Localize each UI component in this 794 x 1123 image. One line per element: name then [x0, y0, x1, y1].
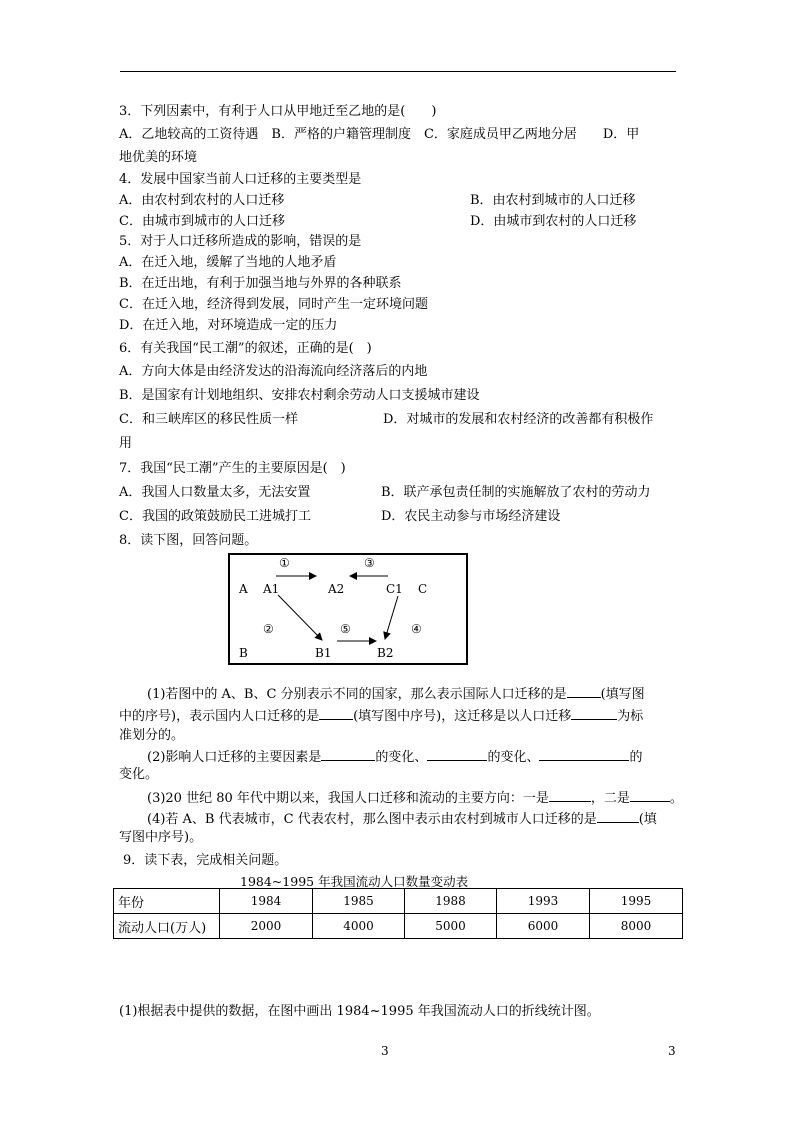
table-cell: 1984: [220, 889, 313, 914]
answer-blank[interactable]: [597, 809, 639, 823]
q8-part4-line1: (4)若 A、B 代表城市，C 代表农村，那么图中表示由农村到城市人口迁移的是 (填: [147, 809, 657, 828]
q8-part4-line2: 写图中序号)。: [119, 830, 203, 845]
label-B2: B2: [377, 646, 394, 660]
answer-blank[interactable]: [321, 747, 375, 761]
migration-diagram: [228, 553, 468, 665]
q5-stem: 5．对于人口迁移所造成的影响，错误的是: [119, 234, 362, 249]
table-title: 1984~1995 年我国流动人口数量变动表: [240, 874, 469, 889]
flow-population-table: [113, 888, 683, 939]
q9-stem: 9．读下表，完成相关问题。: [123, 853, 288, 868]
label-C1: C1: [386, 582, 403, 596]
q6-option-c: C．和三峡库区的移民性质一样: [119, 412, 298, 427]
label-circle-3: ③: [364, 556, 375, 570]
table-row: [114, 889, 683, 914]
q7-option-c: C．我国的政策鼓励民工进城打工: [119, 509, 311, 524]
label-B1: B1: [315, 646, 332, 660]
q8-part1-line3: 准划分的。: [119, 728, 185, 743]
arrow-2: [278, 595, 322, 640]
q8-stem: 8．读下图，回答问题。: [119, 533, 258, 548]
answer-blank[interactable]: [427, 747, 487, 761]
q6-option-d-cont: 用: [119, 436, 133, 451]
q5-option-c: C．在迁入地，经济得到发展，同时产生一定环境问题: [119, 297, 428, 312]
answer-blank[interactable]: [567, 684, 601, 698]
answer-blank[interactable]: [549, 788, 591, 802]
q5-option-d: D．在迁入地，对环境造成一定的压力: [119, 318, 338, 333]
q9-part1: (1)根据表中提供的数据，在图中画出 1984~1995 年我国流动人口的折线统计图。: [119, 1004, 600, 1019]
q8-part2-line1: (2)影响人口迁移的主要因素是 的变化、 的变化、 的: [147, 747, 642, 766]
migration-arrows: [230, 555, 470, 667]
q7-option-a: A．我国人口数量太多，无法安置: [119, 485, 311, 500]
label-circle-1: ①: [279, 556, 290, 570]
arrow-4: [385, 596, 398, 639]
label-circle-4: ④: [411, 622, 422, 636]
q7-option-b: B．联产承包责任制的实施解放了农村的劳动力: [381, 485, 651, 500]
q4-option-a: A．由农村到农村的人口迁移: [119, 193, 285, 208]
table-cell: 4000: [313, 914, 405, 939]
label-A2: A2: [328, 582, 345, 596]
label-C: C: [418, 582, 428, 596]
q5-option-a: A．在迁入地，缓解了当地的人地矛盾: [119, 255, 337, 270]
table-cell: 1993: [497, 889, 590, 914]
q3-options-cont: 地优美的环境: [119, 150, 198, 165]
q6-option-d: D．对城市的发展和农村经济的改善都有积极作: [383, 412, 654, 427]
q4-option-c: C．由城市到城市的人口迁移: [119, 214, 285, 229]
answer-blank[interactable]: [319, 706, 353, 720]
page-number-right: 3: [668, 1044, 676, 1058]
q3-options: A．乙地较高的工资待遇 B．严格的户籍管理制度 C．家庭成员甲乙两地分居 D．甲: [119, 127, 640, 142]
table-cell: 1985: [313, 889, 405, 914]
q4-option-b: B．由农村到城市的人口迁移: [470, 193, 636, 208]
q6-option-b: B．是国家有计划地组织、安排农村剩余劳动人口支援城市建设: [119, 388, 480, 403]
answer-blank[interactable]: [630, 788, 670, 802]
q8-part1-line1: (1)若图中的 A、B、C 分别表示不同的国家，那么表示国际人口迁移的是 (填写图: [147, 684, 645, 703]
q4-option-d: D．由城市到农村的人口迁移: [470, 214, 637, 229]
q7-option-d: D．农民主动参与市场经济建设: [381, 509, 561, 524]
table-cell: 6000: [497, 914, 590, 939]
label-circle-5: ⑤: [340, 622, 351, 636]
q7-stem: 7．我国“民工潮”产生的主要原因是( ): [119, 461, 346, 476]
table-cell: 5000: [405, 914, 497, 939]
table-cell: 8000: [590, 914, 683, 939]
q6-option-a: A．方向大体是由经济发达的沿海流向经济落后的内地: [119, 364, 428, 379]
label-B: B: [239, 646, 248, 660]
label-A1: A1: [263, 582, 280, 596]
label-A: A: [239, 582, 248, 596]
answer-blank[interactable]: [571, 706, 617, 720]
q4-stem: 4．发展中国家当前人口迁移的主要类型是: [119, 172, 362, 187]
table-cell: 1988: [405, 889, 497, 914]
row-header-year: 年份: [114, 889, 220, 914]
answer-blank[interactable]: [539, 747, 629, 761]
table-cell: 2000: [220, 914, 313, 939]
table-cell: 1995: [590, 889, 683, 914]
q8-part2-line2: 变化。: [119, 767, 159, 782]
q8-part1-line2: 中的序号)，表示国内人口迁移的是 (填写图中序号)，这迁移是以人口迁移 为标: [119, 706, 643, 725]
table-row: [114, 914, 683, 939]
header-rule: [120, 71, 676, 72]
q3-stem: 3．下列因素中，有利于人口从甲地迁至乙地的是( ): [119, 104, 437, 119]
label-circle-2: ②: [263, 622, 274, 636]
q6-stem: 6．有关我国“民工潮”的叙述，正确的是( ): [119, 341, 372, 356]
q8-part3: (3)20 世纪 80 年代中期以来，我国人口迁移和流动的主要方向：一是 ，二是 。: [147, 788, 683, 807]
q5-option-b: B．在迁出地，有利于加强当地与外界的各种联系: [119, 276, 402, 291]
page-number: 3: [381, 1044, 389, 1058]
row-header-population: 流动人口(万人): [114, 914, 220, 939]
